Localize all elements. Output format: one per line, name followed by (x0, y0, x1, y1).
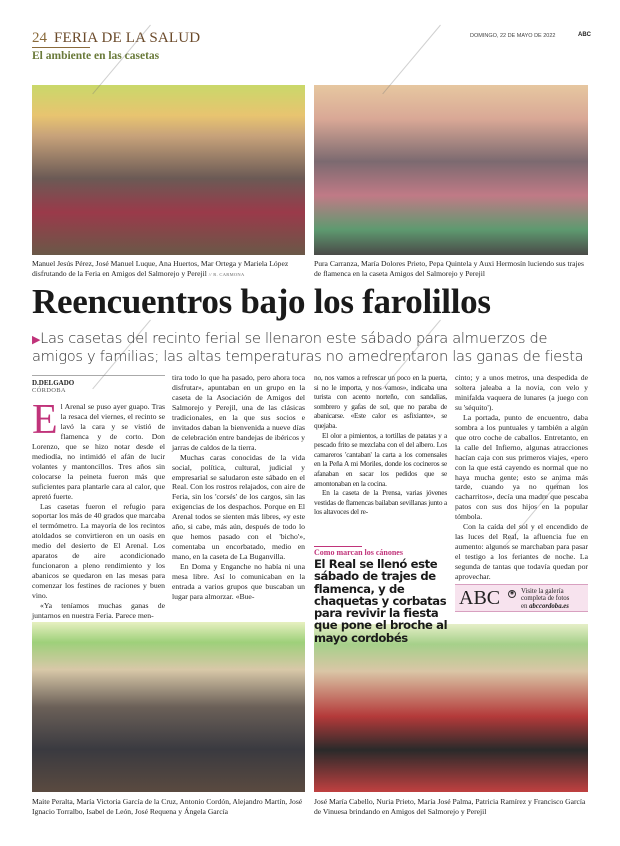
deck-text: Las casetas del recinto ferial se llenaron este sábado para almuerzos de amigos y familias; las altas temperaturas no amedrentaron las ganas de fiesta (32, 330, 584, 365)
author: D.DELGADO (32, 379, 75, 387)
column-4 (455, 373, 588, 582)
dateline: DOMINGO, 22 DE MAYO DE 2022 (470, 33, 556, 39)
caption-text: Manuel Jesús Pérez, José Manuel Luque, Ana Huertos, Mar Ortega y Mariela López disfrutando de la Feria en Amigos del Salmorejo y Perejil (32, 259, 289, 278)
paragraph: Las casetas fueron el refugio para soportar los más de 40 grados que marcaba el termómetro. La mayoría de los recintos atoldados se convirtieron en un oasis en medio del desierto de El Arenal. Los aparatos de aire acondicionado funcionaron a pleno rendimiento y los abanicos se quedaron en las mesas para comenzar los festines de raciones y buen vino. (32, 501, 165, 601)
paragraph (32, 397, 165, 502)
photo-3[interactable] (32, 622, 305, 792)
publication-name: ABC (578, 32, 591, 38)
promo-link[interactable]: abccordoba.es (529, 602, 569, 610)
photo-2[interactable] (314, 85, 588, 255)
photo-credit: // R. CARMONA (208, 272, 245, 277)
promo-text (521, 588, 601, 610)
column-2 (172, 373, 305, 602)
triangle-bullet-icon: ▶ (32, 333, 41, 346)
promo-line: Visite la galería (521, 588, 564, 595)
photo-1-caption (32, 259, 307, 280)
column-3 (314, 373, 447, 517)
city: CÓRDOBA (32, 387, 66, 394)
paragraph: no, nos vamos a refrescar un poco en la puerta, si no le importa, y nos vamos», indicaba una turista con acento norteño, con sandalias, sombrero y gafas de sol, que no paraba de abanicarse. «Este calor es asfixiante», se quejaba. (314, 373, 447, 430)
paragraph: La portada, punto de encuentro, daba sombra a los puntuales y también a algún que otro coche de caballos. Entretanto, en la calle del Infierno, algunas atracciones hacían caja con sus primeros viajes, «pero con la que está cayendo es normal que no haya mucha gente; esto se anima más tarde, cuando ya no queman los cacharritos», decía una madre que pescaba patos con sus dos hijos en la popular tómbola. (455, 412, 588, 522)
highlight-rule (314, 546, 362, 547)
column-1 (32, 397, 165, 621)
highlight-label: Como marcan los cánones (314, 548, 403, 557)
photo-1[interactable] (32, 85, 305, 255)
page-number: 24 (32, 30, 47, 46)
paragraph-text: l Arenal se puso ayer guapo. Tras la resaca del viernes, el recinto se lavó la cara y se vistió de flamenca y de corto. Don Lorenzo, que se hizo notar desde el mediodía, no intimidó el afán de lucir volantes y mantoncillos. Tres años sin colocarse la peineta fueron más que suficientes para plantarle cara al calor, que apretó fuerte. (32, 402, 165, 501)
paragraph: El olor a pimientos, a tortillas de patatas y a pescado frito se mezclaba con el del albero. Los camareros 'cantaban' la carta a los comensales en la Peña A mi Moriles, donde los cocineros se afanaban en sacar los pedidos que se amontonaban en la cocina. (314, 430, 447, 488)
paragraph: En la caseta de la Prensa, varias jóvenes vestidas de flamencas bailaban sevillanas junto a los altavoces del re- (314, 488, 447, 517)
paragraph: «Ya teníamos muchas ganas de juntarnos en nuestra Feria. Parece men- (32, 601, 165, 621)
photo-3-caption: Maite Peralta, María Victoria García de la Cruz, Antonio Cordón, Alejandro Martín, José Ignacio Torralbo, Isabel de León, José Requena y Ángela García (32, 797, 303, 816)
gallery-promo[interactable] (455, 584, 588, 612)
paragraph: Muchas caras conocidas de la vida social, política, cultural, judicial y empresarial se saludaron este sábado en el Real. Con los rostros relajados, con aire de Feria, sin los 'corsés' de los cargos, sin las exigencias de los despachos. Porque en El Arenal todos se sienten más libres, «y este año, si cabe, más aún, después de todo lo que hemos pasado con el 'bicho'», comentaba un encorbatado, medio en mano, en la caseta de La Buganvilla. (172, 452, 305, 562)
abc-logo: ABC (459, 587, 501, 609)
promo-line (521, 603, 601, 610)
paragraph: Con la caída del sol y el encendido de las luces del Real, la afluencia fue en aumento: algunos se marchaban para pasar el testigo a los feriantes de noche. La segunda de tantas que todavía quedan por aprovechar. (455, 522, 588, 582)
headline: Reencuentros bajo los farolillos (32, 282, 491, 321)
paragraph: tira todo lo que ha pasado, pero ahora toca disfrutar», apuntaban en un grupo en la caseta de la Asociación de Amigos del Salmorejo y Perejil, una de las clásicas tradicionales, en la que sus socios e invitados daban la bienvenida a nueve días de celebración entre bandejas de ibéricos y jarras de caldos de la tierra. (172, 373, 305, 452)
watermark-line (382, 25, 441, 95)
subsection-title: El ambiente en las casetas (32, 50, 160, 62)
section-rule (32, 47, 90, 48)
photo-4[interactable] (314, 624, 588, 792)
photo-4-caption: José María Cabello, Nuria Prieto, María José Palma, Patricia Ramírez y Francisco García de Vinuesa brindando en Amigos del Salmorejo y Perejil (314, 797, 586, 816)
drop-cap: E (32, 397, 58, 443)
paragraph: cinto; y a unos metros, una despedida de soltera jaleaba a la novia, con velo y minifalda vaquera de lunares (a juego con su 'séquito'). (455, 373, 588, 412)
byline-rule (32, 375, 165, 376)
section-title: FERIA DE LA SALUD (54, 30, 201, 46)
paragraph: En Doma y Enganche no había ni una mesa libre. Así lo comunicaban en la entrada a varios grupos que buscaban un lugar para almorzar. «Bue- (172, 562, 305, 601)
camera-icon: ◉ (509, 591, 515, 596)
photo-2-caption: Pura Carranza, María Dolores Prieto, Pepa Quintela y Auxi Hermosín luciendo sus trajes de flamenca en la caseta Amigos del Salmorejo y Perejil (314, 259, 584, 278)
promo-prefix: en (521, 602, 528, 610)
promo-line: completa de fotos (521, 595, 570, 603)
highlight-text: El Real se llenó este sábado de trajes de flamenca, y de chaquetas y corbatas para revivir la fiesta que pone el broche al mayo cordobés (314, 557, 448, 645)
